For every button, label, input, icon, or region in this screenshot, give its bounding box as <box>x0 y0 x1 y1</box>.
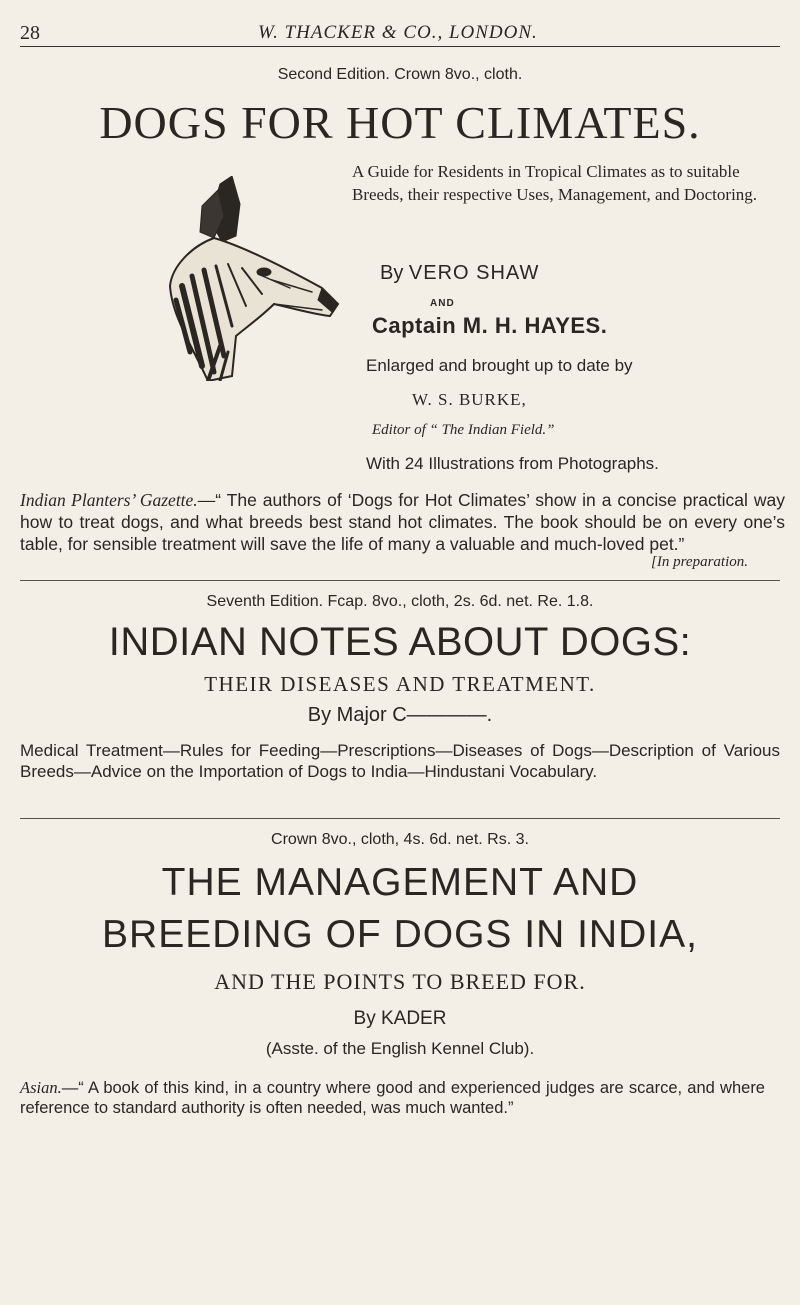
book1-editor-role: Editor of “ The Indian Field.” <box>372 422 555 438</box>
book1-description-block <box>352 160 782 206</box>
book1-description: A Guide for Residents in Tropical Climates as to suitable Breeds, their respective Uses, Management, and Doctoring. <box>352 162 758 204</box>
page-number: 28 <box>20 22 40 44</box>
book1-review <box>20 489 785 555</box>
book1-and: AND <box>430 298 455 309</box>
book2-author: By Major C————. <box>307 704 493 726</box>
book1-author1: VERO SHAW <box>408 262 540 284</box>
book1-review-source: Indian Planters’ Gazette. <box>20 490 198 510</box>
book1-by: By <box>380 262 404 284</box>
separator-rule <box>20 818 780 819</box>
book3-subtitle: AND THE POINTS TO BREED FOR. <box>214 969 586 994</box>
separator-rule <box>20 580 780 581</box>
book1-title: DOGS FOR HOT CLIMATES. <box>99 97 701 148</box>
book3-title-line2: BREEDING OF DOGS IN INDIA, <box>102 913 698 956</box>
dog-head-engraving-icon <box>162 176 352 381</box>
book1-edition: Second Edition. Crown 8vo., cloth. <box>277 66 523 83</box>
book3-review-text: —“ A book of this kind, in a country where good and experienced judges are scarce, and where reference to standard authority is often needed, was much wanted.” <box>20 1079 765 1117</box>
book1-enlarged-note: Enlarged and brought up to date by <box>366 356 633 375</box>
book3-title-line1: THE MANAGEMENT AND <box>161 861 639 904</box>
book1-status: [In preparation. <box>651 554 748 570</box>
book3-edition: Crown 8vo., cloth, 4s. 6d. net. Rs. 3. <box>271 831 529 848</box>
book1-editor-name: W. S. BURKE, <box>412 390 527 409</box>
book1-review-text: —“ The authors of ‘Dogs for Hot Climates’ show in a concise practical way how to treat dogs, and what breeds best stand hot climates. The book should be on every one’s table, for sensible treatment will save the life of many a valuable and much-loved pet.” <box>20 490 785 554</box>
book2-edition: Seventh Edition. Fcap. 8vo., cloth, 2s. 6d. net. Re. 1.8. <box>206 593 594 610</box>
book3-review-source: Asian. <box>20 1078 62 1097</box>
book3-affiliation: (Asste. of the English Kennel Club). <box>265 1039 535 1058</box>
book1-author2: Captain M. H. HAYES. <box>372 313 608 338</box>
book1-illustrations-note: With 24 Illustrations from Photographs. <box>366 454 659 473</box>
header-rule <box>20 46 780 47</box>
book2-contents: Medical Treatment—Rules for Feeding—Prescriptions—Diseases of Dogs—Description of Various Breeds—Advice on the Importation of Dogs to India—Hindustani Vocabulary. <box>20 741 780 781</box>
book2-title: INDIAN NOTES ABOUT DOGS: <box>108 620 692 664</box>
book3-author: By KADER <box>353 1008 447 1029</box>
book2-subtitle: THEIR DISEASES AND TREATMENT. <box>204 672 596 696</box>
book1-author-line <box>380 262 539 285</box>
book3-review <box>20 1078 765 1118</box>
publisher-header: W. THACKER & CO., LONDON. <box>258 22 538 43</box>
running-head <box>0 22 800 52</box>
